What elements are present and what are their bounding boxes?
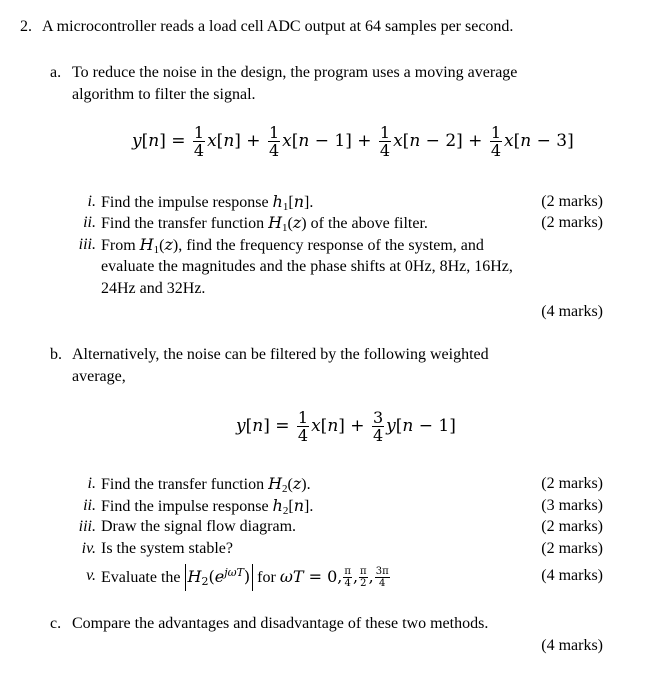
part-a-label: a. — [50, 64, 62, 81]
item-numeral: iii. — [78, 236, 96, 253]
part-c-text: Compare the advantages and disadvantage of these two methods. — [72, 615, 489, 632]
part-b-intro-line1: Alternatively, the noise can be filtered by the following weighted — [72, 346, 489, 363]
a-i-marks: (2 marks) — [541, 193, 603, 210]
b-ii-text: Find the impulse response $h_2[n]$. — [101, 496, 314, 517]
a-ii-text: Find the transfer function $H_1(z)$ of the above filter. — [101, 213, 428, 234]
question-stem: A microcontroller reads a load cell ADC output at 64 samples per second. — [42, 18, 514, 35]
part-b-intro-line2: average, — [72, 368, 126, 385]
a-i-text: Find the impulse response $h_1[n]$. — [101, 192, 314, 213]
question-number: 2. — [20, 18, 32, 35]
item-numeral: iii. — [78, 518, 96, 535]
b-iii-text: Draw the signal flow diagram. — [101, 518, 297, 535]
weighted-average-equation: y[n] = $\frac{1}{4}$ x[n] + $\frac{3}{4}$ y[n − 1] — [236, 408, 456, 445]
item-numeral: v. — [86, 567, 96, 584]
part-a-intro-line1: To reduce the noise in the design, the program uses a moving average — [72, 64, 518, 81]
part-b-label: b. — [50, 346, 62, 363]
item-numeral: iv. — [81, 540, 96, 557]
b-v-marks: (4 marks) — [541, 567, 603, 584]
item-numeral: i. — [87, 475, 96, 492]
item-numeral: ii. — [83, 214, 96, 231]
c-marks: (4 marks) — [541, 637, 603, 654]
part-a-intro-line2: algorithm to filter the signal. — [72, 86, 256, 103]
a-iii-text-line1: From $H_1(z)$, find the frequency response of the system, and — [101, 235, 484, 256]
item-numeral: ii. — [83, 497, 96, 514]
b-iii-marks: (2 marks) — [541, 518, 603, 535]
b-v-text: Evaluate the $H_2(e^{j\omega T})$ for ωT = 0, $\frac{\pi}{4}$ , $\frac{\pi}{2}$ , $\frac{3\pi}{4}$ — [101, 566, 389, 589]
part-c-label: c. — [50, 615, 62, 632]
moving-average-equation: y[n] = $\frac{1}{4}$ x[n] + $\frac{1}{4}$ x[n − 1] + $\frac{1}{4}$ x[n − 2] + $\frac{1}{4}$ x[n − 3] — [132, 123, 574, 160]
item-numeral: i. — [87, 193, 96, 210]
a-iii-marks: (4 marks) — [541, 303, 603, 320]
b-iv-text: Is the system stable? — [101, 540, 233, 557]
b-iv-marks: (2 marks) — [541, 540, 603, 557]
b-ii-marks: (3 marks) — [541, 497, 603, 514]
b-i-text: Find the transfer function $H_2(z)$. — [101, 474, 311, 495]
b-i-marks: (2 marks) — [541, 475, 603, 492]
a-iii-text-line3: 24Hz and 32Hz. — [101, 280, 206, 297]
a-iii-text-line2: evaluate the magnitudes and the phase shifts at 0Hz, 8Hz, 16Hz, — [101, 258, 513, 275]
a-ii-marks: (2 marks) — [541, 214, 603, 231]
